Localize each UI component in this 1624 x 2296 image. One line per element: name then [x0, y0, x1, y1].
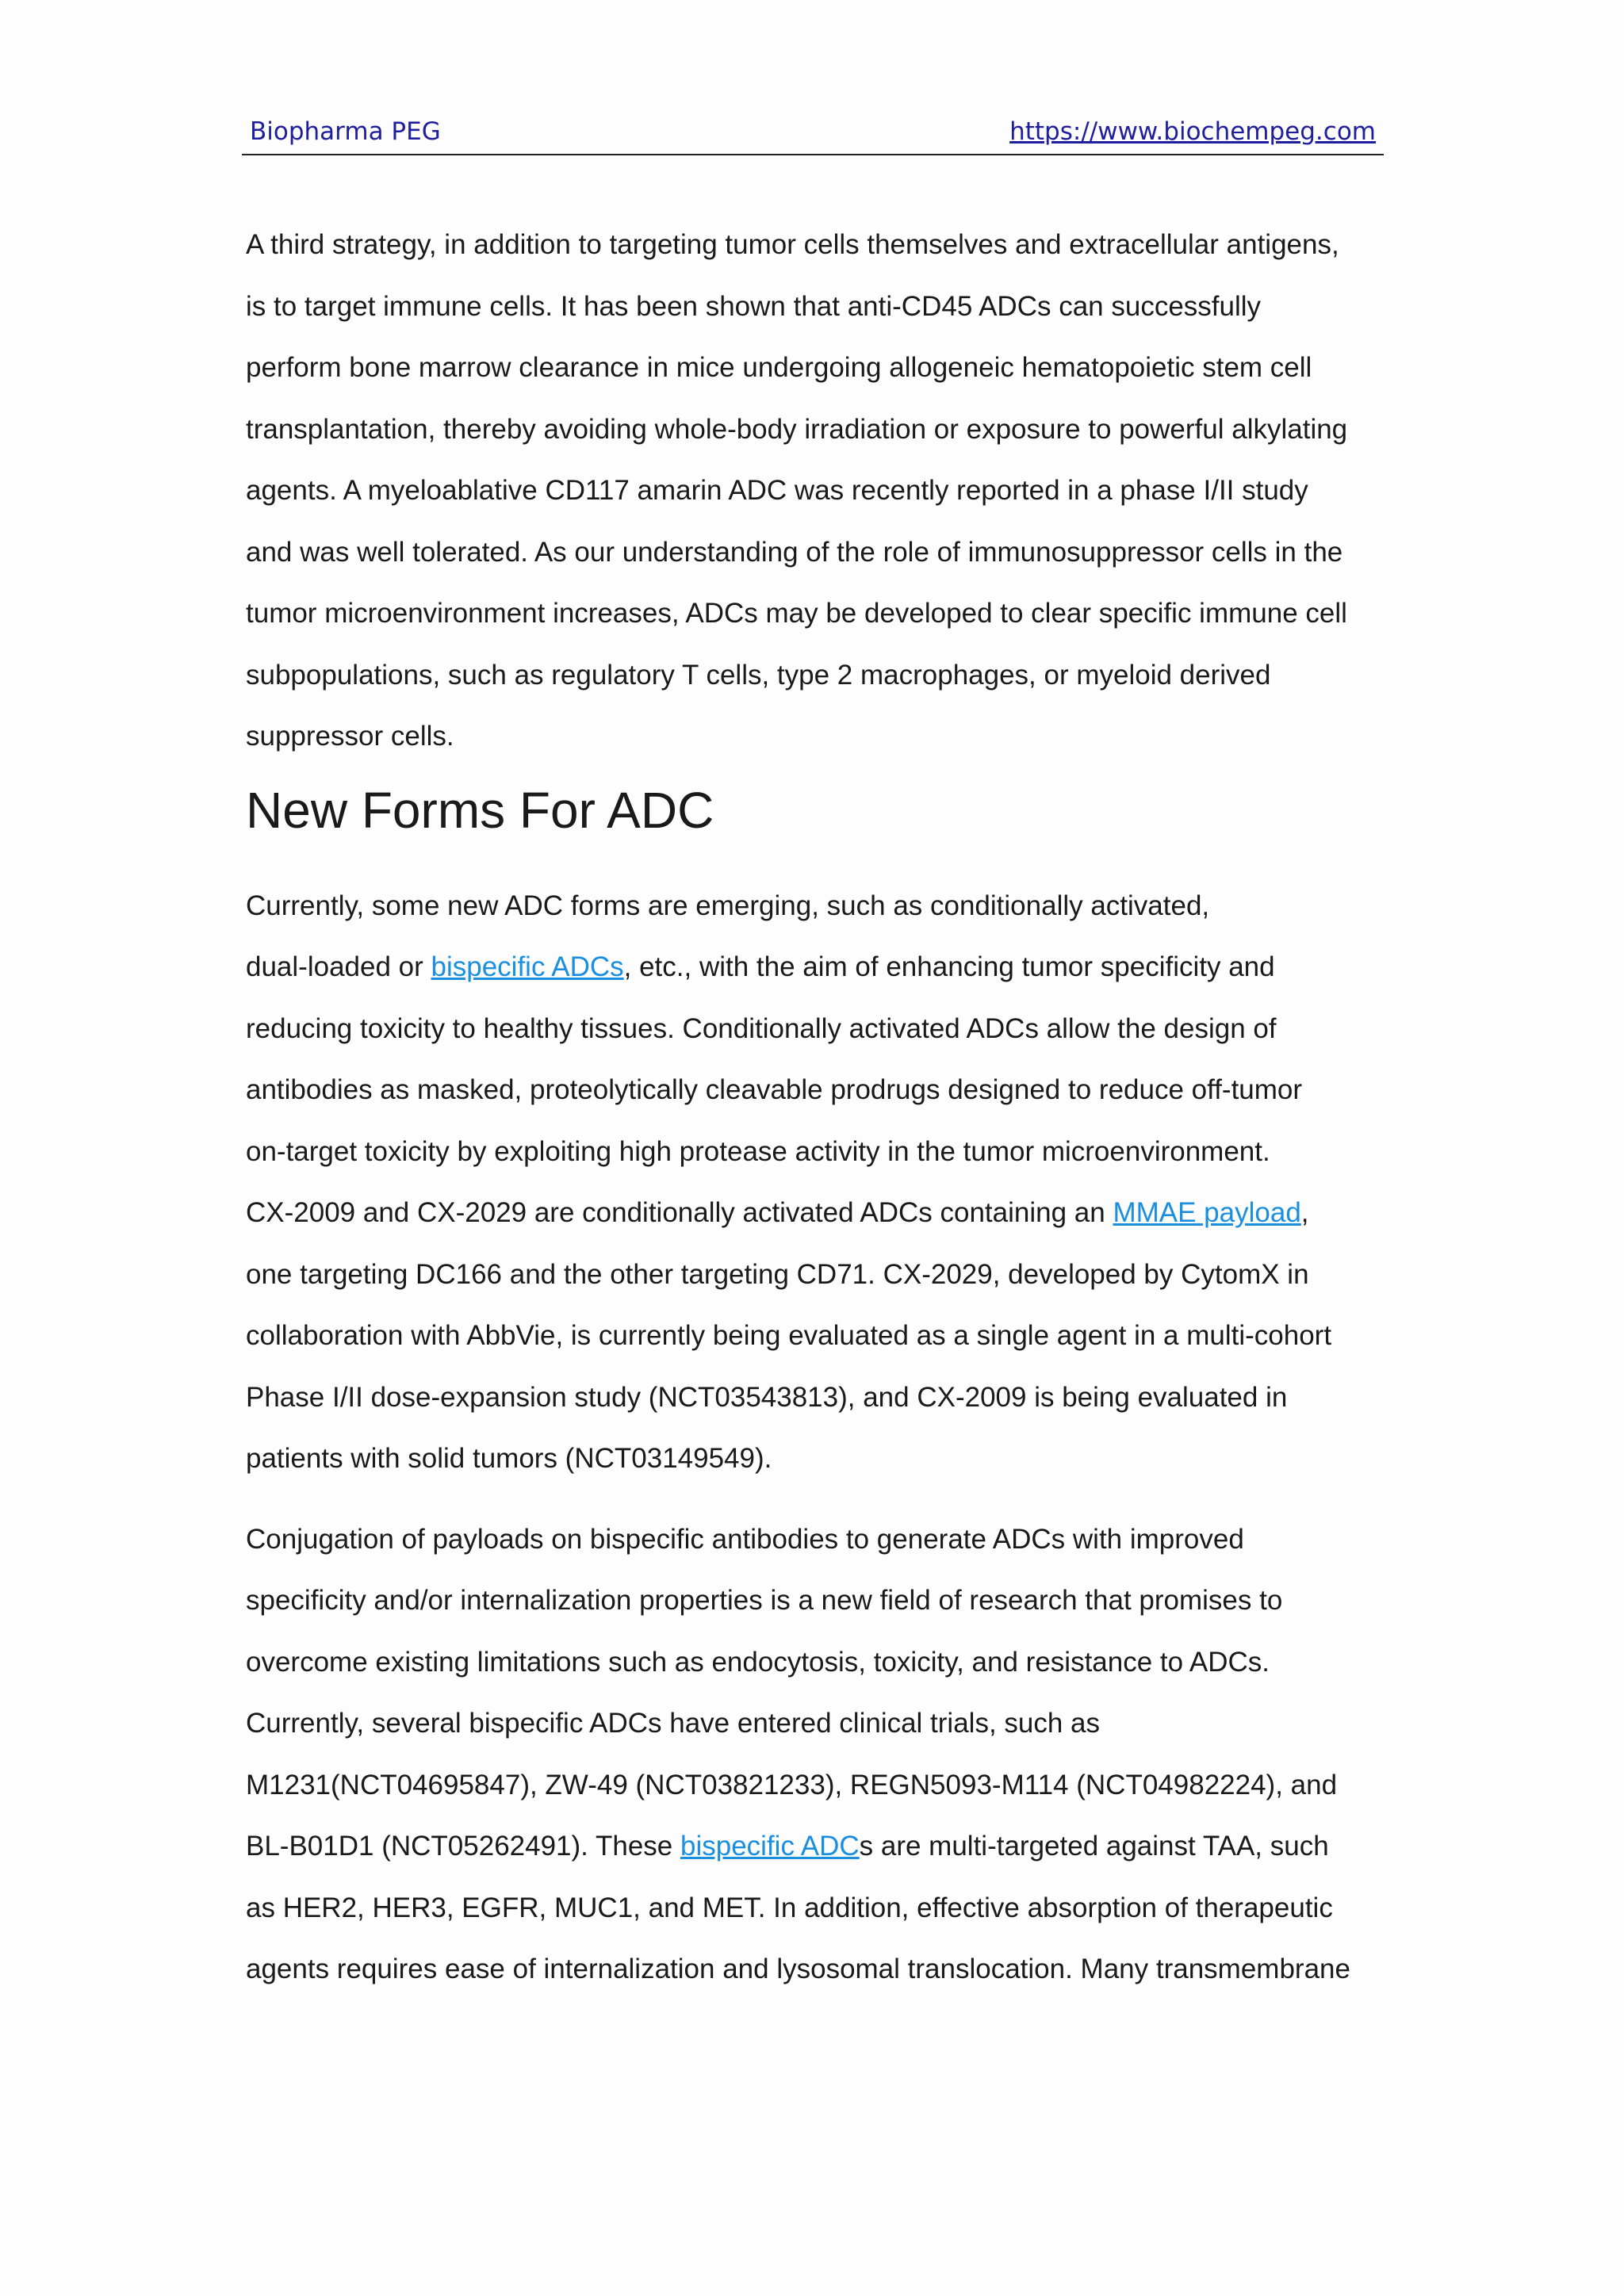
text-line: subpopulations, such as regulatory T cells, type 2 macrophages, or myeloid derived	[246, 659, 1271, 691]
document-body	[246, 214, 1388, 2000]
text-line: reducing toxicity to healthy tissues. Conditionally activated ADCs allow the design of	[246, 1012, 1277, 1044]
text-fragment: BL-B01D1 (NCT05262491). These	[246, 1831, 680, 1862]
text-line: specificity and/or internalization properties is a new field of research that promises to	[246, 1585, 1283, 1616]
section-heading: New Forms For ADC	[246, 781, 714, 839]
text-line: transplantation, thereby avoiding whole-body irradiation or exposure to powerful alkylating	[246, 413, 1348, 445]
text-line	[246, 1816, 1388, 1877]
bispecific-adcs-link[interactable]: bispecific ADCs	[431, 951, 624, 982]
text-line: Currently, several bispecific ADCs have entered clinical trials, such as	[246, 1708, 1101, 1739]
website-link[interactable]: https://www.biochempeg.com	[1009, 117, 1376, 146]
text-fragment: , etc., with the aim of enhancing tumor specificity and	[623, 951, 1275, 982]
text-line: and was well tolerated. As our understanding of the role of immunosuppressor cells in the	[246, 536, 1343, 568]
text-line: antibodies as masked, proteolytically cleavable prodrugs designed to reduce off-tumor	[246, 1074, 1303, 1105]
text-line: Conjugation of payloads on bispecific antibodies to generate ADCs with improved	[246, 1523, 1244, 1555]
text-fragment: CX-2009 and CX-2029 are conditionally activated ADCs containing an	[246, 1197, 1113, 1228]
text-line: patients with solid tumors (NCT03149549).	[246, 1443, 772, 1474]
text-line: Currently, some new ADC forms are emerging, such as conditionally activated,	[246, 890, 1210, 921]
text-line: collaboration with AbbVie, is currently being evaluated as a single agent in a multi-cohort	[246, 1320, 1332, 1351]
text-line: agents requires ease of internalization and lysosomal translocation. Many transmembrane	[246, 1954, 1350, 1984]
text-line: tumor microenvironment increases, ADCs may be developed to clear specific immune cell	[246, 598, 1347, 629]
text-fragment: dual-loaded or	[246, 951, 431, 982]
text-line: on-target toxicity by exploiting high protease activity in the tumor microenvironment.	[246, 1135, 1270, 1167]
text-line: agents. A myeloablative CD117 amarin ADC was recently reported in a phase I/II study	[246, 475, 1308, 506]
text-line: overcome existing limitations such as endocytosis, toxicity, and resistance to ADCs.	[246, 1646, 1270, 1678]
text-fragment: s are multi-targeted against TAA, such	[859, 1831, 1329, 1862]
page-header	[242, 116, 1384, 155]
bispecific-adc-link[interactable]: bispecific ADC	[680, 1831, 860, 1862]
text-line: A third strategy, in addition to targeting tumor cells themselves and extracellular antigens,	[246, 229, 1339, 260]
text-line: M1231(NCT04695847), ZW-49 (NCT03821233), REGN5093-M114 (NCT04982224), and	[246, 1769, 1338, 1800]
text-line: as HER2, HER3, EGFR, MUC1, and MET. In addition, effective absorption of therapeutic	[246, 1892, 1333, 1923]
text-line: one targeting DC166 and the other targeting CD71. CX-2029, developed by CytomX in	[246, 1258, 1309, 1290]
text-line: is to target immune cells. It has been shown that anti-CD45 ADCs can successfully	[246, 290, 1262, 322]
text-line: Phase I/II dose-expansion study (NCT03543813), and CX-2009 is being evaluated in	[246, 1381, 1288, 1413]
text-line: perform bone marrow clearance in mice undergoing allogeneic hematopoietic stem cell	[246, 352, 1312, 383]
paragraph-bispecific	[246, 1509, 1388, 2000]
paragraph-new-forms	[246, 875, 1388, 1490]
text-line	[246, 1182, 1388, 1244]
paragraph-immune-cells	[246, 214, 1388, 767]
paragraph-spacer	[246, 1490, 1388, 1509]
text-fragment: ,	[1300, 1197, 1309, 1228]
mmae-payload-link[interactable]: MMAE payload	[1113, 1197, 1301, 1228]
text-line: suppressor cells.	[246, 721, 454, 752]
text-line	[246, 936, 1388, 998]
brand-name: Biopharma PEG	[250, 117, 441, 146]
